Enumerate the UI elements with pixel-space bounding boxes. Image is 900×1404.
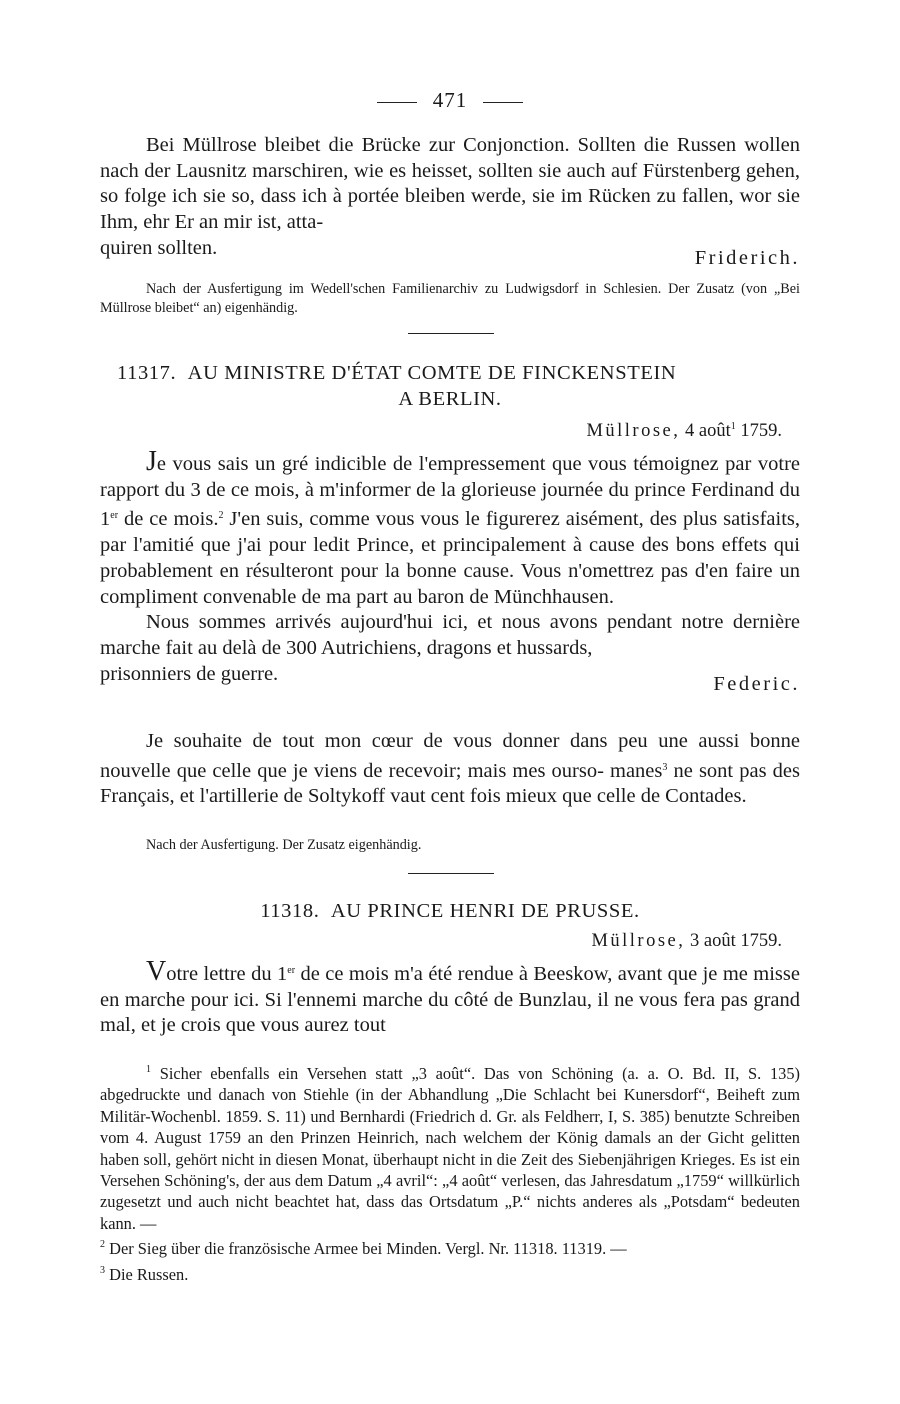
letter-11317-last-line: prisonniers de guerre. [100,662,279,685]
footnote-3: $^3$ Die Russen. [100,1264,189,1284]
letter-11317-closing [100,662,800,695]
signature-federic: Federic. [713,672,800,695]
footnotes [100,1059,800,1285]
continuation-paragraph: Bei Müllrose bleibet die Brücke zur Conjonction. Sollten die Russen wollen nach der Lausnitz marschiren, wie es heisset, sollten sie auch auf Fürstenberg gehen, so folge ich sie so, dass ich à portée bleiben werde, sie im Rücken zu fallen, wor sie Ihm, ehr Er an mir ist, atta- [100,134,800,234]
letter-11318-paragraph-1: Votre lettre du 1er de ce mois m'a été rendue à Beeskow, avant que je me misse en marche pour ici. Si l'ennemi marche du côté de Bunzlau, il ne vous fera pas grand mal, et je crois que vous aurez tout [100,956,800,1037]
letter-number: 11318. [260,900,320,922]
letter-11317-paragraph-2: Nous sommes arrivés aujourd'hui ici, et nous avons pendant notre dernière marche fait au delà de 300 Autrichiens, dragons et hussards, [100,611,800,659]
letter-title: AU MINISTRE D'ÉTAT COMTE DE FINCKENSTEIN [187,362,677,384]
footnote-ref-3: 3 [662,761,668,773]
letter-11317-heading [117,362,676,385]
letter-11317-dateline: Müllrose, 4 août$^1$ 1759. [586,421,782,441]
letter-number: 11317. [117,362,177,384]
letter-11317-source-note: Nach der Ausfertigung. Der Zusatz eigenhändig. [146,837,422,853]
continuation-source-note: Nach der Ausfertigung im Wedell'schen Familienarchiv zu Ludwigsdorf in Schlesien. Der Zusatz (von „Bei Müllrose bleibet“ an) eigenhändig. [100,281,800,316]
footnote-ref-1: 1 [730,421,736,432]
letter-title: AU PRINCE HENRI DE PRUSSE. [330,900,640,922]
page-number-dash-right [483,102,523,103]
letter-11317-paragraph-1: Je vous sais un gré indicible de l'empressement que vous témoignez par votre rapport du 3 de ce mois, à m'informer de la glorieuse journée du prince Ferdinand du 1er de ce mois.$^2$ J'en suis, comme vous vous le figurerez aisément, des plus satisfaits, par l'amitié que j'ai pour ledit Prince, et principalement à cause des bons effets qui probablement en résulteront pour la bonne cause. Vous n'omettrez pas d'en faire un compliment convenable de ma part au baron de Münchhausen. [100,446,800,608]
continuation-text [100,133,800,269]
page-number-dash-left [377,102,417,103]
letter-11317-body [100,446,800,695]
continuation-last-line: quiren sollten. [100,236,218,259]
letter-11318-dateline: Müllrose, 3 août 1759. [591,931,782,951]
continuation-closing [100,236,800,269]
signature-friderich: Friderich. [694,246,800,269]
letter-11318-body [100,958,800,1039]
letter-11317-heading-line2: A BERLIN. [398,388,502,410]
page-number: 471 [0,88,900,113]
section-divider-1 [408,333,494,334]
letter-11318-heading [0,900,900,923]
footnote-1: $^1$ Sicher ebenfalls ein Versehen statt „3 août“. Das von Schöning (a. a. O. Bd. II, S. 135) abgedruckte und danach von Stiehle (in der Abhandlung „Die Schlacht bei Kunersdorf“, Beiheft zum Militär-Wochenbl. 1859. S. 11) und Bernhardi (Friedrich d. Gr. als Feldherr, I, S. 385) benutzte Schreiben vom 4. August 1759 an den Prinzen Heinrich, nach welchem der König damals an der Gicht gelitten haben soll, gehört nicht in diesen Monat, überhaupt nicht in die Zeit des Siebenjährigen Krieges. Es ist ein Versehen Schöning's, der aus dem Datum „4 avril“: „4 août“ verlesen, das Jahresdatum „1759“ willkürlich zugesetzt und auch nicht beachtet hat, dass das Ortsdatum „P.“ nichts anderes als „Potsdam“ bedeuten kann. — [100,1064,800,1233]
footnote-ref-2: 2 [218,510,224,522]
section-divider-2 [408,873,494,874]
letter-11317-postscript: Je souhaite de tout mon cœur de vous donner dans peu une aussi bonne nouvelle que celle que je viens de recevoir; mais mes ourso- manes$^3$ ne sont pas des Français, et l'artillerie de Soltykoff vaut cent fois mieux que celle de Contades. [100,730,800,808]
footnote-2: $^2$ Der Sieg über die französische Armee bei Minden. Vergl. Nr. 11318. 11319. — [100,1239,627,1259]
